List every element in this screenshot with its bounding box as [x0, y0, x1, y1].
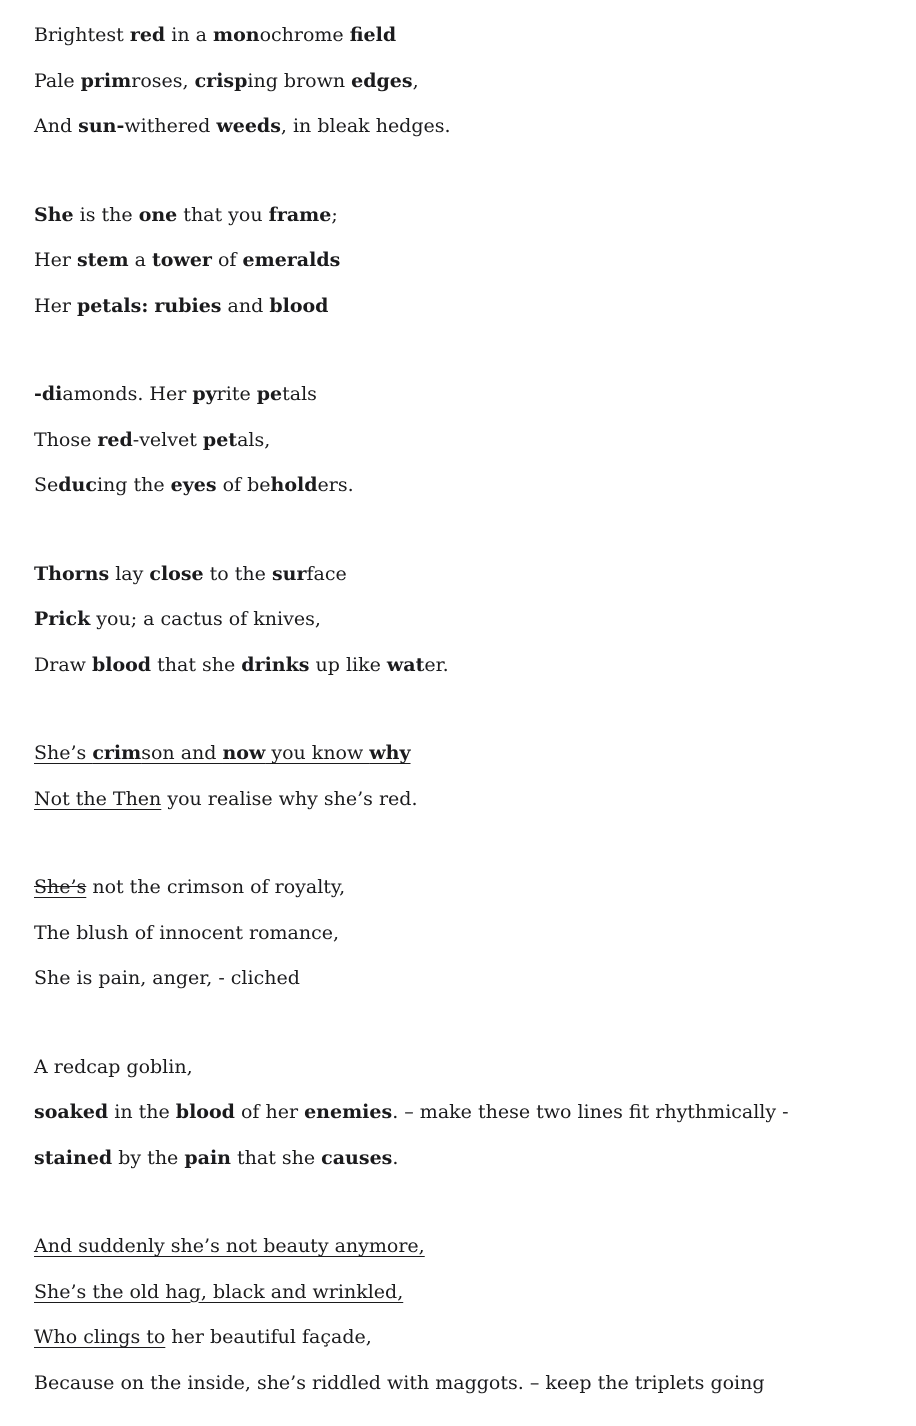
text-run: py — [192, 383, 217, 405]
poem-line — [34, 1361, 896, 1407]
text-run: that you — [177, 203, 269, 226]
text-run: She is pain, anger, - cliched — [34, 967, 300, 989]
text-run: is the — [73, 203, 139, 226]
poem-line — [34, 372, 896, 418]
poem-line — [34, 1090, 896, 1136]
text-run: duc — [58, 474, 97, 496]
text-run: her beautiful façade, — [165, 1326, 372, 1348]
stanza-gap — [34, 822, 896, 865]
text-run: Thorns — [34, 562, 110, 585]
text-run: amonds. Her — [62, 383, 193, 405]
text-run: you realise why she’s red. — [161, 787, 418, 810]
text-run: a — [128, 249, 153, 271]
text-run: stained — [34, 1146, 113, 1169]
text-run: prim — [80, 69, 132, 92]
stanza-gap — [34, 1002, 896, 1045]
text-run: enemies — [304, 1101, 393, 1123]
text-run: not the crimson of royalty, — [86, 876, 346, 898]
text-run: blood — [269, 294, 329, 317]
text-run: ing brown — [247, 69, 352, 92]
text-run: Draw — [34, 653, 92, 676]
text-run: Those — [34, 428, 98, 451]
poem-line — [34, 1045, 896, 1091]
text-run: crim — [92, 742, 142, 764]
poem-line — [34, 238, 896, 284]
text-run: ; — [331, 203, 338, 226]
text-run: pain — [184, 1146, 231, 1169]
text-run: in a — [165, 24, 213, 46]
text-run: that she — [151, 653, 242, 676]
text-run: rite — [216, 383, 257, 405]
text-run: , in bleak hedges. — [280, 115, 451, 137]
text-run: A redcap goblin, — [34, 1055, 193, 1078]
text-run: ing the — [96, 474, 171, 496]
text-run: weeds — [216, 115, 281, 137]
poem-line — [34, 1224, 896, 1270]
text-run: why — [369, 742, 411, 764]
text-run: rubies — [154, 294, 222, 317]
poem-line — [34, 865, 896, 911]
text-run: er. — [424, 653, 449, 676]
text-run: Pale — [34, 69, 81, 92]
text-run: ochrome — [259, 24, 350, 46]
stanza-gap — [34, 329, 896, 372]
text-run: one — [138, 203, 178, 226]
text-run: sur — [271, 562, 307, 585]
text-run: The blush of innocent romance, — [34, 921, 340, 944]
text-run: emeralds — [242, 249, 341, 271]
text-run: that she — [230, 1146, 322, 1169]
text-run: roses, — [131, 69, 195, 92]
poem-line — [34, 284, 896, 330]
stanza-gap — [34, 150, 896, 193]
text-run: close — [149, 562, 204, 585]
text-run: up like — [309, 653, 387, 676]
text-run: sun- — [78, 115, 125, 137]
poem-line — [34, 193, 896, 239]
poem-line — [34, 418, 896, 464]
text-run: pe — [256, 383, 283, 405]
poem-line — [34, 956, 896, 1002]
text-run: blood — [91, 653, 152, 676]
text-run: red — [97, 428, 133, 451]
poem-line — [34, 597, 896, 643]
text-run: petals: — [76, 294, 149, 317]
poem-line — [34, 1270, 896, 1316]
text-run: to the — [203, 562, 272, 585]
text-run: field — [349, 24, 397, 46]
text-run: She’s the old hag, black and wrinkled, — [34, 1280, 404, 1303]
text-run: eyes — [170, 474, 217, 496]
text-run: blood — [175, 1101, 235, 1123]
poem-line — [34, 13, 896, 59]
text-run: you know — [265, 742, 370, 764]
text-run: wat — [386, 653, 425, 676]
text-run: pet — [202, 428, 238, 451]
text-run: -velvet — [132, 428, 203, 451]
text-run: edges — [351, 69, 413, 92]
text-run: -di — [34, 383, 63, 405]
text-run: She’s — [34, 742, 93, 764]
text-run: face — [306, 562, 347, 585]
text-run: stem — [76, 249, 129, 271]
stanza-gap — [34, 688, 896, 731]
text-run: Se — [34, 474, 59, 496]
poem-line — [34, 1136, 896, 1182]
text-run: Prick — [34, 608, 91, 630]
text-run: , — [412, 69, 419, 92]
poem-line — [34, 1315, 896, 1361]
text-run: als, — [237, 428, 271, 451]
text-run: soaked — [34, 1101, 109, 1123]
text-run: drinks — [241, 653, 310, 676]
text-run: son and — [141, 742, 223, 764]
poem-content — [34, 13, 896, 1406]
text-run: frame — [268, 203, 332, 226]
text-run: hold — [270, 474, 318, 496]
text-run: ers. — [317, 474, 354, 496]
poem-line — [34, 104, 896, 150]
text-run: . – make these two lines fit rhythmically - — [392, 1101, 789, 1123]
text-run: Because on the inside, she’s riddled with maggots. – keep the triplets going — [34, 1371, 765, 1394]
text-run: And — [34, 115, 79, 137]
stanza-gap — [34, 1181, 896, 1224]
stanza-gap — [34, 509, 896, 552]
text-run: crisp — [194, 69, 248, 92]
text-run: She’s — [34, 876, 87, 898]
text-run: tower — [152, 249, 212, 271]
text-run: in the — [108, 1101, 176, 1123]
text-run: withered — [124, 115, 217, 137]
poem-line — [34, 552, 896, 598]
text-run: Not the Then — [34, 787, 162, 810]
poem-line — [34, 59, 896, 105]
text-run: tals — [282, 383, 317, 405]
text-run: of be — [216, 474, 271, 496]
poem-line — [34, 911, 896, 957]
text-run: lay — [109, 562, 150, 585]
text-run: And suddenly she’s not beauty anymore, — [34, 1235, 425, 1257]
text-run: you; a cactus of knives, — [90, 608, 321, 630]
text-run: . — [392, 1146, 399, 1169]
text-run: of — [211, 249, 243, 271]
text-run: Who clings to — [34, 1326, 166, 1348]
text-run: Brightest — [34, 24, 130, 46]
text-run: mon — [212, 24, 260, 46]
text-run: now — [222, 742, 266, 764]
poem-line — [34, 777, 896, 823]
text-run: Her — [34, 249, 77, 271]
text-run: Her — [34, 294, 77, 317]
poem-line — [34, 463, 896, 509]
text-run: of her — [234, 1101, 305, 1123]
poem-line — [34, 643, 896, 689]
text-run: She — [34, 203, 74, 226]
text-run: and — [221, 294, 270, 317]
text-run: by the — [112, 1146, 185, 1169]
poem-line — [34, 731, 896, 777]
text-run: causes — [321, 1146, 393, 1169]
text-run: red — [129, 24, 166, 46]
